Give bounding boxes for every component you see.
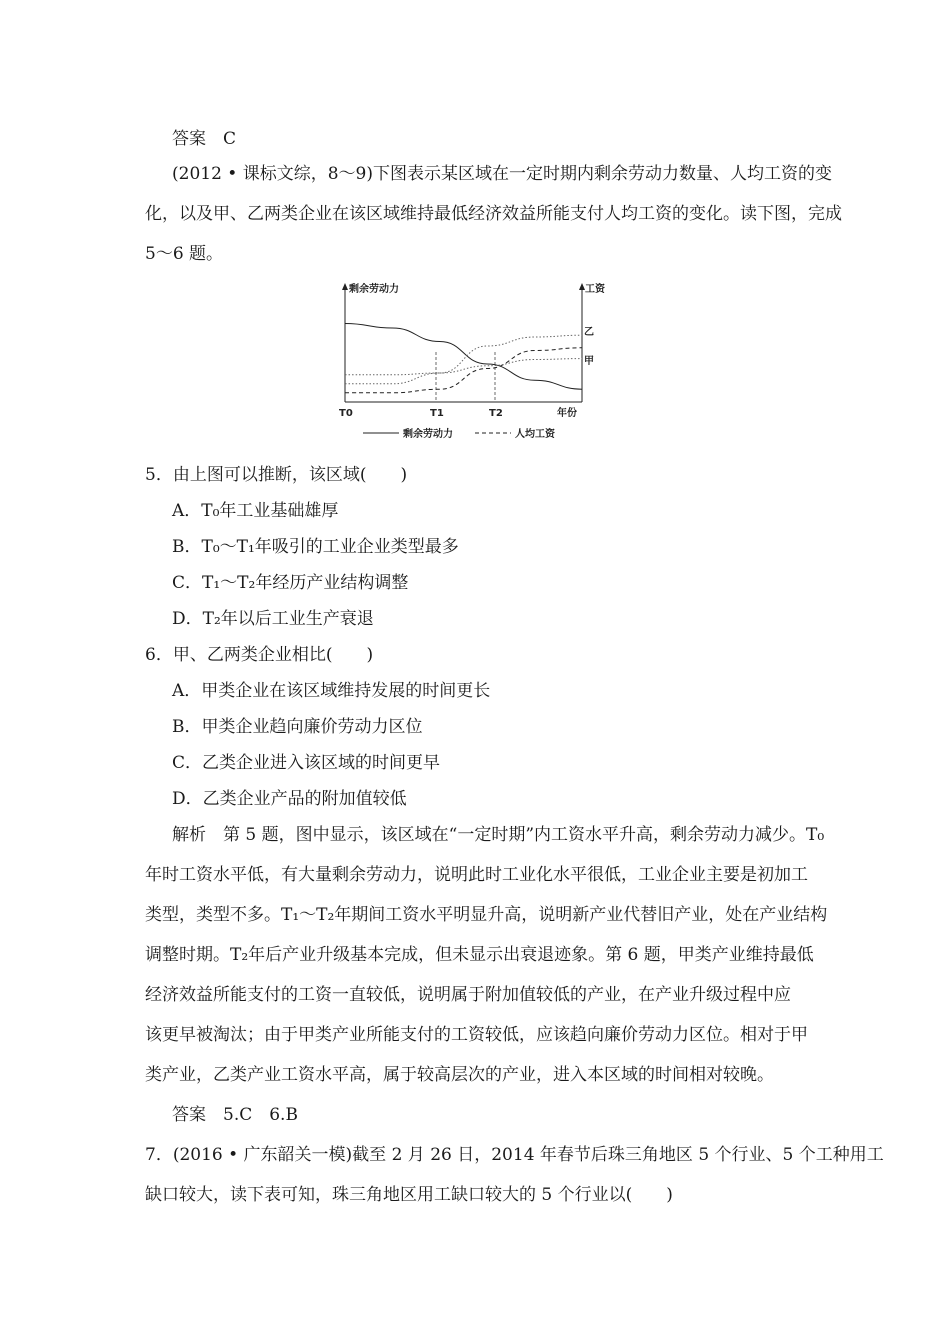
- analysis-line-6: 该更早被淘汰；由于甲类产业所能支付的工资较低，应该趋向廉价劳动力区位。相对于甲: [145, 1025, 808, 1045]
- legend-label-labor: 剩余劳动力: [403, 429, 453, 440]
- q5-option-a: A．T₀年工业基础雄厚: [172, 501, 339, 521]
- series-line-3: [345, 359, 582, 375]
- series-label-yi: 乙: [584, 327, 594, 338]
- x-tick-t0: T0: [339, 408, 353, 419]
- x-tick-t2: T2: [489, 408, 503, 419]
- q5-stem: 5．由上图可以推断，该区域( ): [145, 465, 408, 485]
- q7-line-1: 7．(2016 • 广东韶关一模)截至 2 月 26 日，2014 年春节后珠三角地区 5 个行业、5 个工种用工: [145, 1145, 884, 1165]
- q6-option-b: B．甲类企业趋向廉价劳动力区位: [172, 717, 423, 737]
- q6-option-c: C．乙类企业进入该区域的时间更早: [172, 753, 441, 773]
- q5-option-c: C．T₁～T₂年经历产业结构调整: [172, 573, 409, 593]
- q5-option-d: D．T₂年以后工业生产衰退: [172, 609, 374, 629]
- analysis-line-1: 解析 第 5 题，图中显示，该区域在“一定时期”内工资水平升高，剩余劳动力减少。T₀: [172, 825, 825, 845]
- legend-label-wage: 人均工资: [515, 429, 555, 440]
- analysis-line-4: 调整时期。T₂年后产业升级基本完成，但未显示出衰退迹象。第 6 题，甲类产业维持最低: [145, 945, 814, 965]
- q6-option-d: D．乙类企业产品的附加值较低: [172, 789, 407, 809]
- analysis-line-2: 年时工资水平低，有大量剩余劳动力，说明此时工业化水平很低，工业企业主要是初加工: [145, 865, 808, 885]
- y-label-right: 工资: [585, 284, 605, 295]
- q7-line-2: 缺口较大，读下表可知，珠三角地区用工缺口较大的 5 个行业以( ): [145, 1185, 673, 1205]
- analysis-line-7: 类产业，乙类产业工资水平高，属于较高层次的产业，进入本区域的时间相对较晚。: [145, 1065, 774, 1085]
- q5-option-b: B．T₀～T₁年吸引的工业企业类型最多: [172, 537, 459, 557]
- series-line-2: [345, 335, 582, 384]
- intro-line-3: 5～6 题。: [145, 244, 224, 264]
- q6-stem: 6．甲、乙两类企业相比( ): [145, 645, 374, 665]
- series-line-1: [345, 348, 582, 393]
- left-axis-arrow: [342, 283, 348, 290]
- analysis-line-3: 类型，类型不多。T₁～T₂年期间工资水平明显升高，说明新产业代替旧产业，处在产业结构: [145, 905, 828, 925]
- chart-figure: [335, 280, 605, 445]
- answer-top: 答案 C: [172, 129, 237, 149]
- intro-line-1: (2012 • 课标文综，8～9)下图表示某区域在一定时期内剩余劳动力数量、人均工资的变: [172, 164, 832, 184]
- intro-line-2: 化，以及甲、乙两类企业在该区域维持最低经济效益所能支付人均工资的变化。读下图，完成: [145, 204, 842, 224]
- x-label: 年份: [557, 408, 577, 419]
- analysis-line-5: 经济效益所能支付的工资一直较低，说明属于附加值较低的产业，在产业升级过程中应: [145, 985, 791, 1005]
- q6-option-a: A．甲类企业在该区域维持发展的时间更长: [172, 681, 491, 701]
- x-tick-t1: T1: [430, 408, 444, 419]
- series-label-jia: 甲: [584, 356, 594, 367]
- answer-5-6: 答案 5.C 6.B: [172, 1105, 298, 1125]
- series-group: [345, 324, 582, 393]
- y-label-left: 剩余劳动力: [349, 284, 399, 295]
